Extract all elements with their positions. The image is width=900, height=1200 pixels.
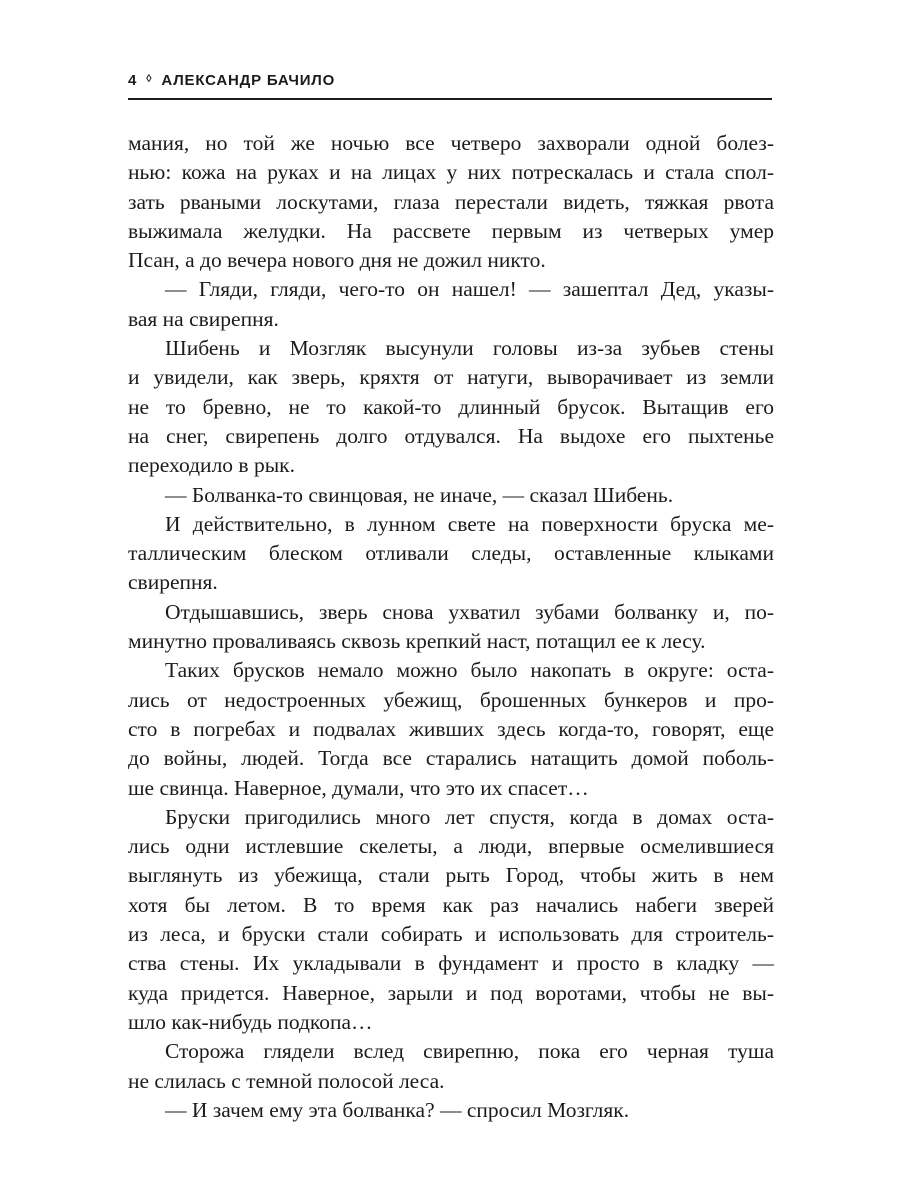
text-line: лись от недостроенных убежищ, брошенных бункеров и про- bbox=[128, 687, 774, 712]
text-line: Псан, а до вечера нового дня не дожил никто. bbox=[128, 248, 546, 273]
text-line: хотя бы летом. В то время как раз начались набеги зверей bbox=[128, 892, 774, 917]
page-header bbox=[128, 72, 772, 100]
text-line: переходило в рык. bbox=[128, 453, 295, 478]
text-line: — Гляди, гляди, чего-то он нашел! — зашептал Дед, указы- bbox=[165, 277, 774, 302]
text-line: и увидели, как зверь, кряхтя от натуги, выворачивает из земли bbox=[128, 365, 774, 390]
text-line: ше свинца. Наверное, думали, что это их спасет… bbox=[128, 775, 589, 800]
text-line: Шибень и Мозгляк высунули головы из-за зубьев стены bbox=[165, 336, 774, 361]
text-line: выглянуть из убежища, стали рыть Город, чтобы жить в нем bbox=[128, 863, 774, 888]
text-line: не слилась с темной полосой леса. bbox=[128, 1068, 445, 1093]
running-head-author: АЛЕКСАНДР БАЧИЛО bbox=[161, 72, 336, 89]
text-line: Сторожа глядели вслед свирепню, пока его черная туша bbox=[165, 1039, 774, 1064]
page-number: 4 bbox=[128, 72, 138, 89]
text-line: Таких брусков немало можно было накопать в округе: оста- bbox=[165, 658, 774, 683]
paragraph bbox=[128, 129, 774, 275]
text-line: зать рваными лоскутами, глаза перестали видеть, тяжкая рвота bbox=[128, 189, 774, 214]
header-rule bbox=[128, 98, 772, 100]
text-line: из леса, и бруски стали собирать и использовать для строитель- bbox=[128, 922, 774, 947]
text-line: — И зачем ему эта болванка? — спросил Мозгляк. bbox=[165, 1097, 630, 1122]
text-line: Отдышавшись, зверь снова ухватил зубами болванку и, по- bbox=[165, 599, 774, 624]
text-line: И действительно, в лунном свете на поверхности бруска ме- bbox=[165, 511, 774, 536]
text-line: свирепня. bbox=[128, 570, 218, 595]
text-line: не то бревно, не то какой-то длинный брусок. Вытащив его bbox=[128, 394, 774, 419]
text-line: шло как-нибудь подкопа… bbox=[128, 1009, 373, 1034]
paragraph bbox=[128, 334, 774, 480]
text-line: — Болванка-то свинцовая, не иначе, — сказал Шибень. bbox=[165, 482, 674, 507]
text-line: куда придется. Наверное, зарыли и под воротами, чтобы не вы- bbox=[128, 980, 774, 1005]
text-line: вая на свирепня. bbox=[128, 306, 279, 331]
paragraph bbox=[128, 510, 774, 598]
paragraph bbox=[128, 1096, 774, 1125]
text-line: сто в погребах и подвалах живших здесь когда-то, говорят, еще bbox=[128, 716, 774, 741]
text-line: до войны, людей. Тогда все старались натащить домой поболь- bbox=[128, 746, 774, 771]
text-line: нью: кожа на руках и на лицах у них потрескалась и стала спол- bbox=[128, 160, 774, 185]
running-head bbox=[128, 72, 772, 89]
text-line: на снег, свирепень долго отдувался. На выдохе его пыхтенье bbox=[128, 423, 774, 448]
paragraph bbox=[128, 598, 774, 657]
paragraph bbox=[128, 481, 774, 510]
text-line: выжимала желудки. На рассвете первым из четверых умер bbox=[128, 218, 774, 243]
text-line: ства стены. Их укладывали в фундамент и просто в кладку — bbox=[128, 951, 774, 976]
paragraph bbox=[128, 1037, 774, 1096]
text-line: лись одни истлевшие скелеты, а люди, впервые осмелившиеся bbox=[128, 834, 774, 859]
text-line: Бруски пригодились много лет спустя, когда в домах оста- bbox=[165, 804, 774, 829]
paragraph bbox=[128, 656, 774, 802]
diamond-separator-icon: ◊ bbox=[146, 73, 153, 85]
paragraph bbox=[128, 803, 774, 1037]
text-line: таллическим блеском отливали следы, оставленные клыками bbox=[128, 541, 774, 566]
page-body bbox=[128, 129, 774, 1125]
text-line: минутно проваливаясь сквозь крепкий наст, потащил ее к лесу. bbox=[128, 629, 706, 654]
text-line: мания, но той же ночью все четверо захворали одной болез- bbox=[128, 131, 774, 155]
paragraph bbox=[128, 275, 774, 334]
